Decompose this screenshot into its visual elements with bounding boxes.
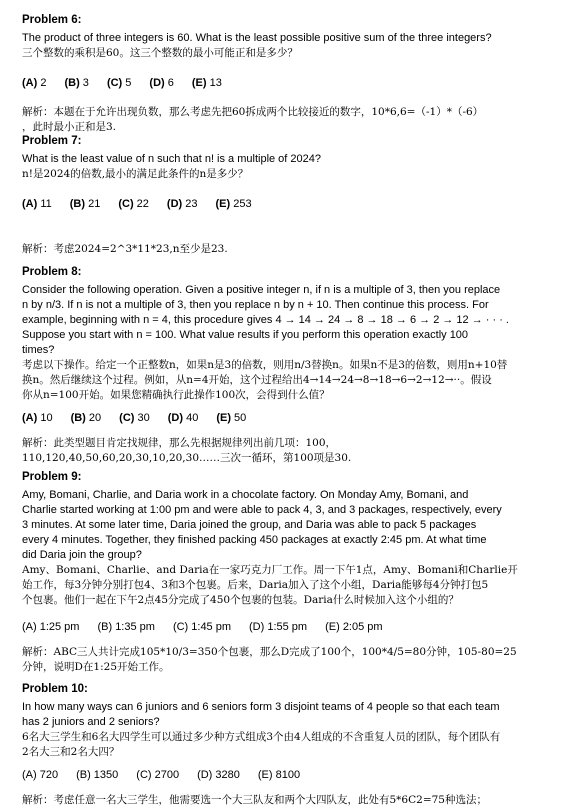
problem-text-zh: 个包裹。他们一起在下午2点45分完成了450个包裹的包装。Daria什么时候加入这个小组的？ — [22, 594, 459, 606]
solution-text: 110,120,40,50,60,20,30,10,20,30……三次一循环，第100项是30. — [22, 452, 352, 464]
choice-e: (E) 253 — [215, 198, 252, 210]
answer-choices — [22, 620, 527, 635]
problem-text-zh: 换n。然后继续这个过程。例如，从n=4开始，这个过程给出4→14→24→8→18→6→2→12→··。假设 — [22, 374, 492, 386]
problem-text-zh: n!是2024的倍数,最小的满足此条件的n是多少？ — [22, 168, 249, 180]
problem-text-en: times? — [22, 344, 55, 356]
solution-text: 分钟，说明D在1:25开始工作。 — [22, 661, 170, 673]
problem-text-zh: Amy、Bomani、Charlie、and Daria在一家巧克力厂工作。周一下午1点，Amy、Bomani和Charlie开 — [22, 564, 518, 576]
choice-d: (D) 40 — [167, 412, 199, 424]
choice-a: (A) 1:25 pm — [22, 621, 80, 633]
choice-e: (E) 50 — [216, 412, 247, 424]
choice-d: (D) 1:55 pm — [249, 621, 308, 633]
solution-text: 解析：考虑任意一名大三学生，他需要选一个大三队友和两个大四队友，此处有5*6C2=75种选法； — [22, 794, 487, 806]
choice-e: (E) 13 — [191, 77, 222, 89]
problem-text-zh: 你从n=100开始。如果您精确执行此操作100次，会得到什么值？ — [22, 389, 330, 401]
problem-10 — [22, 682, 527, 808]
problem-8 — [22, 265, 527, 466]
choice-a: (A) 720 — [22, 769, 59, 781]
choice-d: (D) 6 — [149, 77, 174, 89]
problem-text-en: did Daria join the group? — [22, 549, 142, 561]
choice-d: (D) 23 — [166, 198, 198, 210]
problem-title: Problem 10: — [22, 683, 88, 695]
choice-e: (E) 2:05 pm — [325, 621, 383, 633]
problem-text-en: In how many ways can 6 juniors and 6 seniors form 3 disjoint teams of 4 people so that each team — [22, 701, 500, 713]
problem-text-en: What is the least value of n such that n! is a multiple of 2024? — [22, 153, 322, 165]
problem-6 — [22, 13, 527, 135]
problem-9 — [22, 470, 527, 675]
problem-title: Problem 6: — [22, 14, 82, 26]
answer-choices — [22, 197, 527, 212]
problem-text-en: Amy, Bomani, Charlie, and Daria work in a chocolate factory. On Monday Amy, Bomani, and — [22, 489, 469, 501]
problem-title: Problem 8: — [22, 266, 82, 278]
answer-choices — [22, 76, 527, 91]
choice-c: (C) 1:45 pm — [172, 621, 232, 633]
problem-text-en: 3 minutes. At some later time, Daria joined the group, and Daria was able to pack 5 packages — [22, 519, 477, 531]
problem-text-zh: 三个整数的乘积是60。这三个整数的最小可能正和是多少？ — [22, 47, 298, 59]
problem-text-zh: 考虑以下操作。给定一个正整数n，如果n是3的倍数，则用n/3替换n。如果n不是3的倍数，则用n+10替 — [22, 359, 508, 371]
solution-text: 解析：考虑2024=2^3*11*23,n至少是23. — [22, 243, 228, 255]
choice-b: (B) 1350 — [76, 769, 119, 781]
solution-text: 解析：ABC三人共计完成105*10/3=350个包裹，那么D完成了100个，100*4/5=80分钟，105-80=25 — [22, 646, 517, 658]
problem-text-en: Charlie started working at 1:00 pm and were able to pack 4, 3, and 3 packages, respectively, every — [22, 504, 502, 516]
problem-text-en: Suppose you start with n = 100. What value results if you perform this operation exactly 100 — [22, 329, 469, 341]
problem-text-en: every 4 minutes. Together, they finished packing 450 packages at exactly 2:45 pm. At what time — [22, 534, 487, 546]
solution-text: ，此时最小正和是3. — [22, 121, 117, 133]
solution-text: 解析：本题在于允许出现负数，那么考虑先把60拆成两个比较接近的数字，10*6,6=（-1）*（-6） — [22, 106, 484, 118]
choice-c: (C) 5 — [106, 77, 132, 89]
choice-b: (B) 1:35 pm — [97, 621, 155, 633]
problem-title: Problem 7: — [22, 135, 82, 147]
problem-text-zh: 始工作，每3分钟分别打包4、3和3个包裹。后来，Daria加入了这个小组，Daria能够每4分钟打包5 — [22, 579, 489, 591]
choice-d: (D) 3280 — [197, 769, 240, 781]
choice-b: (B) 21 — [69, 198, 101, 210]
answer-choices — [22, 768, 527, 783]
choice-b: (B) 20 — [70, 412, 102, 424]
choice-c: (C) 2700 — [136, 769, 180, 781]
choice-a: (A) 10 — [22, 412, 53, 424]
problem-text-en: n by n/3. If n is not a multiple of 3, then you replace n by n + 10. Then continue this process. For — [22, 299, 489, 311]
answer-choices — [22, 411, 527, 426]
problem-text-en: The product of three integers is 60. What is the least possible positive sum of the three integers? — [22, 32, 492, 44]
choice-a: (A) 2 — [22, 77, 47, 89]
solution-text: 解析：此类型题目肯定找规律，那么先根据规律列出前几项：100， — [22, 437, 337, 449]
problem-text-en: has 2 juniors and 2 seniors? — [22, 716, 160, 728]
problem-text-en: Consider the following operation. Given a positive integer n, if n is a multiple of 3, then you replace — [22, 284, 501, 296]
choice-c: (C) 30 — [119, 412, 150, 424]
problem-text-zh: 2名大三和2名大四？ — [22, 746, 120, 758]
choice-a: (A) 11 — [22, 198, 52, 210]
problem-7 — [22, 134, 527, 257]
problem-text-zh: 6名大三学生和6名大四学生可以通过多少种方式组成3个由4人组成的不含重复人员的团队，每个团队有 — [22, 731, 501, 743]
choice-e: (E) 8100 — [257, 769, 301, 781]
problem-text-en: example, beginning with n = 4, this procedure gives 4 → 14 → 24 → 8 → 18 → 6 → 2 → 12 → · · · . — [22, 314, 509, 326]
choice-b: (B) 3 — [64, 77, 89, 89]
choice-c: (C) 22 — [118, 198, 149, 210]
problem-title: Problem 9: — [22, 471, 82, 483]
